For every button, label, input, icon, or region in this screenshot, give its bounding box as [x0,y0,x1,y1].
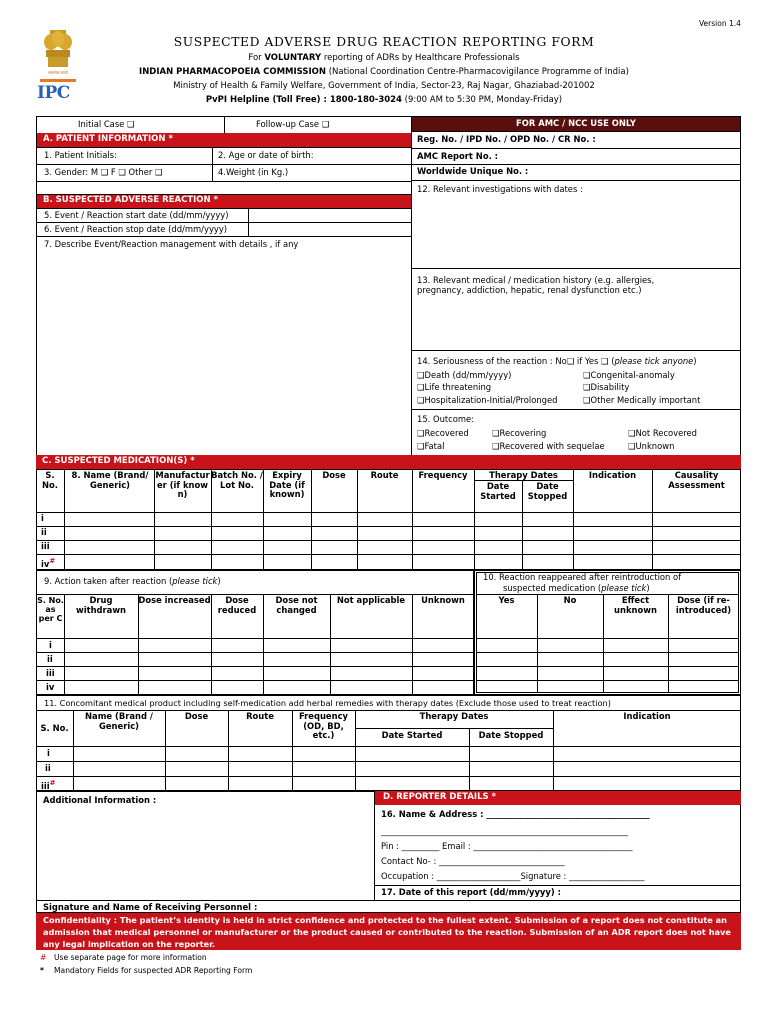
table-row[interactable]: i [41,513,44,523]
q9-col-not-applicable: Not applicable [336,595,406,605]
age-field[interactable]: 2. Age or date of birth: [218,150,314,160]
q11-col-route: Route [246,711,274,721]
table-row[interactable]: ii [47,654,53,664]
receiving-personnel-signature-field[interactable]: Signature and Name of Receiving Personnel : [43,902,258,912]
col-sno: S. No. [42,470,58,490]
col-therapy-dates: Therapy Dates [489,470,558,480]
seriousness-option-other[interactable]: ❑Other Medically important [583,395,701,405]
table-row[interactable]: ii [45,763,51,773]
reaction-reappeared-subtitle: suspected medication (please tick) [503,583,650,593]
col-batch: Batch No. / Lot No. [211,470,263,490]
col-causality: Causality Assessment [668,470,725,490]
table-row[interactable]: iii [46,668,55,678]
q10-col-effect-unknown: Effect unknown [614,595,657,615]
footnote-separate-page: # Use separate page for more information [40,953,207,962]
medical-history-field[interactable]: 13. Relevant medical / medication history (e.g. allergies, [417,275,655,285]
q11-col-indication: Indication [623,711,671,721]
q11-col-frequency: Frequency (OD, BD, etc.) [298,711,349,741]
col-date-stopped: Date Stopped [527,481,568,501]
outcome-recovered[interactable]: ❑Recovered [417,428,469,438]
medical-history-field-line2: pregnancy, addiction, hepatic, renal dysfunction etc.) [417,285,642,295]
q10-col-no: No [563,595,577,605]
outcome-recovered-sequelae[interactable]: ❑Recovered with sequelae [492,441,605,451]
footnote-mandatory-fields: * Mandatory Fields for suspected ADR Reporting Form [40,966,253,975]
weight-field[interactable]: 4.Weight (in Kg.) [218,167,289,177]
section-a-header: A. PATIENT INFORMATION * [37,133,411,147]
additional-information-field[interactable]: Additional Information : [43,795,157,805]
q10-col-dose-reintroduced: Dose (if re-introduced) [675,595,732,615]
reporter-occupation-signature-field[interactable]: Occupation : ____________________Signature : __________________ [381,871,645,881]
reaction-reappeared-title: 10. Reaction reappeared after reintroduction of [483,572,682,582]
svg-text:सत्यमेव जयते: सत्यमेव जयते [48,70,68,75]
concomitant-title: 11. Concomitant medical product including self-medication add herbal remedies with therapy dates (Exclude those used to treat reaction) [44,698,611,708]
gender-field[interactable]: 3. Gender: M ❑ F ❑ Other ❑ [44,167,163,177]
header-line-3: Ministry of Health & Family Welfare, Government of India, Sector-23, Raj Nagar, Ghaziabad-201002 [173,81,595,91]
q11-col-therapy-dates: Therapy Dates [419,711,489,721]
q9-col-unknown: Unknown [421,595,465,605]
report-date-field[interactable]: 17. Date of this report (dd/mm/yyyy) : [381,887,561,897]
q9-col-drug-withdrawn: Drug withdrawn [75,595,127,615]
reporter-pin-email-field[interactable]: Pin : _________ Email : ______________________________________ [381,841,633,851]
outcome-not-recovered[interactable]: ❑Not Recovered [628,428,698,438]
col-date-started: Date Started [480,481,516,501]
table-row[interactable]: iv [46,682,55,692]
q9-col-dose-not-changed: Dose not changed [275,595,318,615]
amc-header: FOR AMC / NCC USE ONLY [412,117,740,131]
q11-col-name: Name (Brand / Generic) [85,711,153,731]
header-line-2: INDIAN PHARMACOPOEIA COMMISSION (National Coordination Centre-Pharmacovigilance Programme of India) [139,67,629,77]
amc-report-number-field[interactable]: AMC Report No. : [417,151,499,161]
followup-case-checkbox[interactable]: Follow-up Case ❑ [256,119,330,129]
action-taken-table [36,570,474,695]
section-c-header: C. SUSPECTED MEDICATION(S) * [36,455,741,469]
reaction-management-field[interactable]: 7. Describe Event/Reaction management with details , if any [44,239,299,249]
seriousness-option-life-threatening[interactable]: ❑Life threatening [417,382,492,392]
outcome-label: 15. Outcome: [417,414,475,424]
header-line-4: PvPI Helpline (Toll Free) : 1800-180-3024 (9:00 AM to 5:30 PM, Monday-Friday) [205,95,563,105]
investigations-field[interactable]: 12. Relevant investigations with dates : [417,184,583,194]
seriousness-option-death[interactable]: ❑Death (dd/mm/yyyy) [417,370,512,380]
col-dose: Dose [322,470,346,480]
patient-initials-field[interactable]: 1. Patient Initials: [44,150,117,160]
seriousness-option-hospitalization[interactable]: ❑Hospitalization-Initial/Prolonged [417,395,558,405]
seriousness-option-congenital[interactable]: ❑Congenital-anomaly [583,370,675,380]
reaction-start-date[interactable]: 5. Event / Reaction start date (dd/mm/yyyy) [44,210,229,220]
worldwide-unique-number-field[interactable]: Worldwide Unique No. : [417,166,529,176]
col-manufacturer: Manufacturer (if known) [155,470,210,500]
q11-col-date-stopped: Date Stopped [478,730,544,740]
seriousness-option-disability[interactable]: ❑Disability [583,382,630,392]
table-row[interactable]: iii# [41,779,56,791]
seriousness-question: 14. Seriousness of the reaction : No❑ if Yes ❑ (please tick anyone) [417,356,697,366]
section-b-header: B. SUSPECTED ADVERSE REACTION * [37,194,411,208]
table-row[interactable]: i [49,640,52,650]
reaction-stop-date[interactable]: 6. Event / Reaction stop date (dd/mm/yyyy) [44,224,228,234]
outcome-unknown[interactable]: ❑Unknown [628,441,675,451]
table-row[interactable]: ii [41,527,47,537]
reg-number-field[interactable]: Reg. No. / IPD No. / OPD No. / CR No. : [417,134,596,144]
reporter-address-line2[interactable]: ___________________________________________________________ [381,826,629,836]
confidentiality-notice: Confidentiality : The patient’s identity is held in strict confidence and protected to the fullest extent. Submission of a report does not constitute an admission that medical personnel or manufacturer or the product caused or contributed to the reaction. Submission of an ADR report does not have any legal implication on the reporter. [36,913,741,950]
outcome-fatal[interactable]: ❑Fatal [417,441,445,451]
ipc-logo-text: IPC [37,83,70,103]
reporter-contact-field[interactable]: Contact No- : ______________________________ [381,856,565,866]
col-frequency: Frequency [418,470,468,480]
col-expiry: Expiry Date (if known) [269,470,305,500]
q9-col-dose-increased: Dose increased [138,595,211,605]
col-route: Route [370,470,399,480]
outcome-recovering[interactable]: ❑Recovering [492,428,547,438]
q11-col-date-started: Date Started [381,730,443,740]
q11-col-sno: S. No. [40,723,69,733]
q11-col-dose: Dose [184,711,209,721]
table-row[interactable]: iii [41,541,50,551]
q9-col-dose-reduced: Dose reduced [217,595,257,615]
header-line-1: For VOLUNTARY reporting of ADRs by Healthcare Professionals [248,53,520,63]
col-drug-name: 8. Name (Brand/ Generic) [71,470,149,490]
table-row[interactable]: iv# [41,557,56,569]
q10-col-yes: Yes [498,595,515,605]
action-taken-title: 9. Action taken after reaction (please tick) [44,576,221,586]
section-d-header: D. REPORTER DETAILS * [375,791,741,805]
reporter-name-address-field[interactable]: 16. Name & Address : _______________________________________ [381,809,650,819]
q9-col-sno: S. No. as per C [37,596,64,624]
version-label: Version 1.4 [699,19,741,28]
initial-case-checkbox[interactable]: Initial Case ❑ [78,119,135,129]
col-indication: Indication [588,470,637,480]
table-row[interactable]: i [47,748,50,758]
form-title: SUSPECTED ADVERSE DRUG REACTION REPORTING FORM [173,35,595,49]
